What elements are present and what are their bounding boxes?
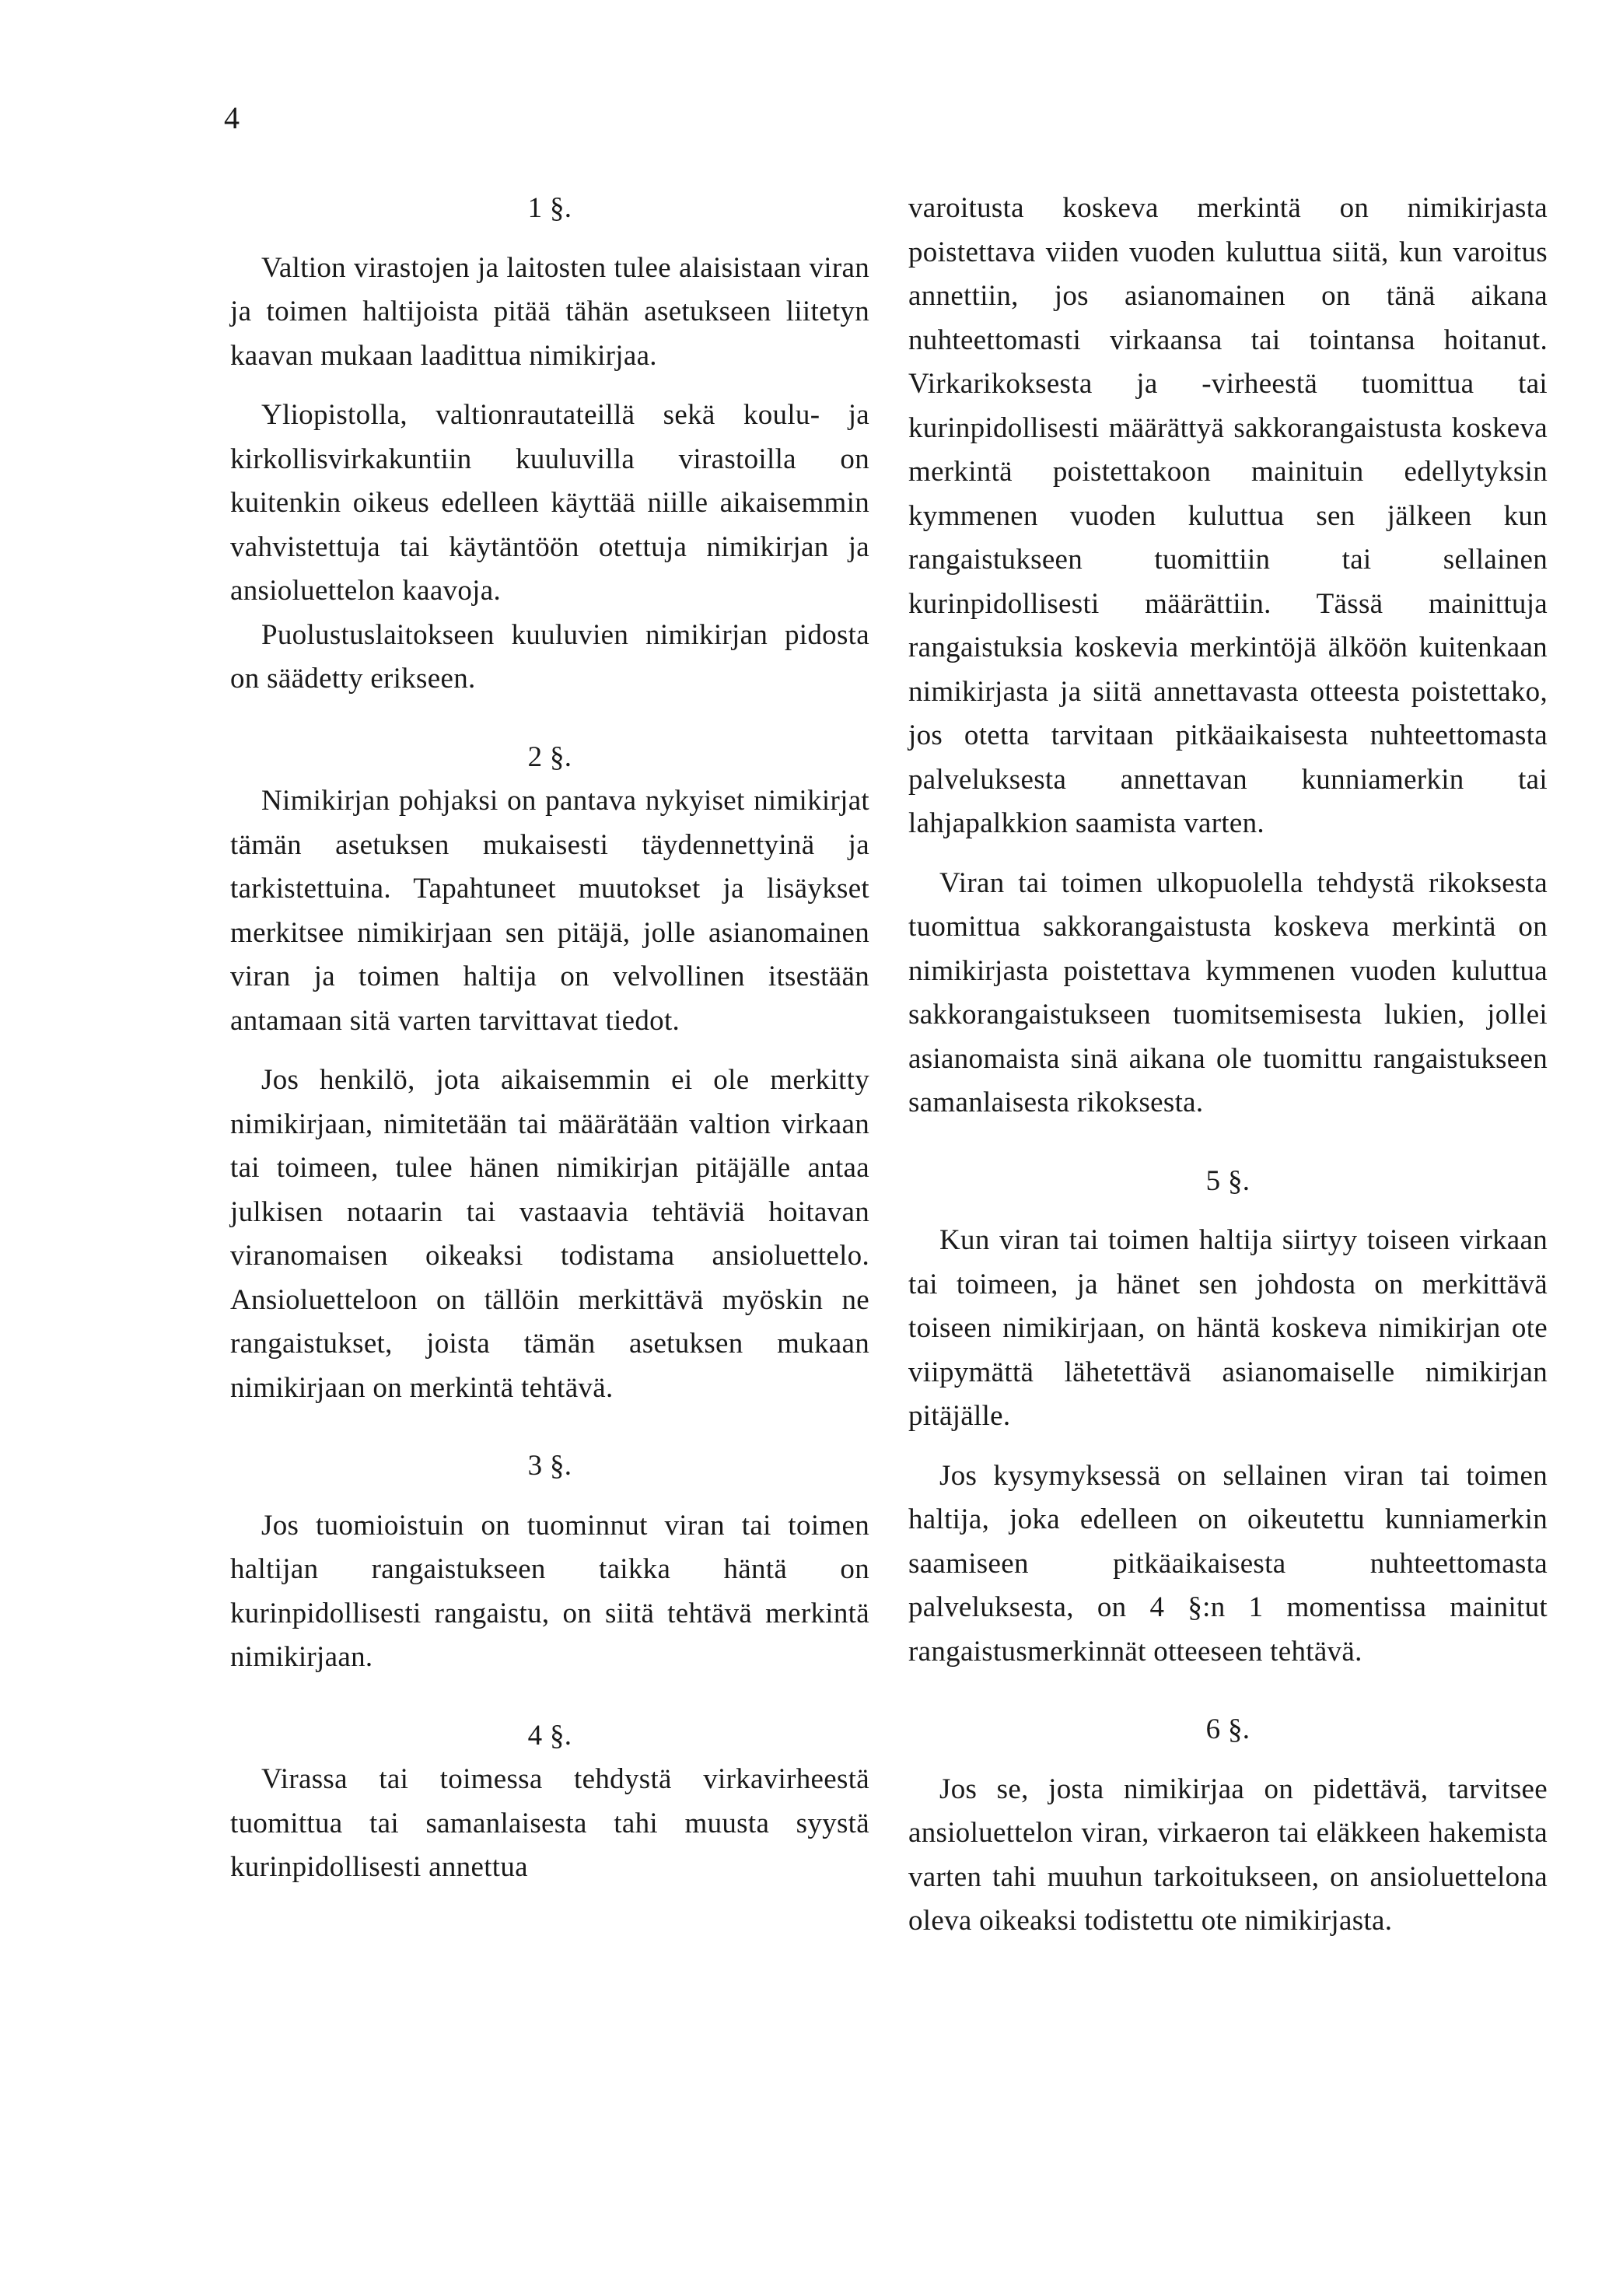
section-1-paragraph-2: Yliopistolla, valtionrautateillä sekä koulu- ja kirkollisvirkakuntiin kuuluvilla virastoilla on kuitenkin oikeus edelleen käyttää niille aikaisemmin vahvistettuja tai käytäntöön otettuja nimikirjan ja ansioluettelon kaavoja. <box>230 399 869 607</box>
section-4-paragraph-1: Virassa tai toimessa tehdystä virkavirheestä tuomittua tai samanlaisesta tahi muusta syystä kurinpidollisesti annettua <box>230 1763 869 1883</box>
section-1-paragraph-1: Valtion virastojen ja laitosten tulee alaisistaan viran ja toimen haltijoista pitää tähän asetukseen liitetyn kaavan mukaan laadittua nimikirjaa. <box>230 251 869 372</box>
section-5-paragraph-1: Kun viran tai toimen haltija siirtyy toiseen virkaan tai toimeen, ja hänet sen johdosta on merkittävä toiseen nimikirjaan, on häntä koskeva nimikirjan ote viipymättä lähetettävä asianomaiselle nimikirjan pitäjälle. <box>908 1224 1548 1432</box>
section-1-heading: 1 §. <box>527 192 572 224</box>
section-1-paragraph-3: Puolustuslaitokseen kuuluvien nimikirjan pidosta on säädetty erikseen. <box>230 618 869 695</box>
section-4-paragraph-1-continued: varoitusta koskeva merkintä on nimikirjasta poistettava viiden vuoden kuluttua siitä, kun varoitus annettiin, jos asianomainen on tänä aikana nuhteettomasti virkaansa tai tointansa hoitanut. Virkarikoksesta ja -virheestä tuomittua tai kurinpidollisesti määrättyä sakkorangaistusta koskeva merkintä poistettakoon mainituin edellytyksin kymmenen vuoden kuluttua sen jälkeen kun rangaistukseen tuomittiin tai sellainen kurinpidollisesti määrättiin. Tässä mainittuja rangaistuksia koskevia merkintöjä älköön kuitenkaan nimikirjasta ja siitä annettavasta otteesta poistettako, jos otetta tarvitaan pitkäaikaisesta nuhteettomasta palveluksesta annettavan kunniamerkin tai lahjapalkkion saamista varten. <box>908 192 1548 839</box>
section-3-heading: 3 §. <box>527 1450 572 1482</box>
section-6-paragraph-1: Jos se, josta nimikirjaa on pidettävä, tarvitsee ansioluettelon viran, virkaeron tai eläkkeen hakemista varten tahi muuhun tarkoitukseen, on ansioluettelona oleva oikeaksi todistettu ote nimikirjasta. <box>908 1773 1548 1937</box>
page-number: 4 <box>224 100 240 135</box>
section-5-heading: 5 §. <box>1205 1164 1250 1197</box>
section-2-paragraph-2: Jos henkilö, jota aikaisemmin ei ole merkitty nimikirjaan, nimitetään tai määrätään valtion virkaan tai toimeen, tulee hänen nimikirjan pitäjälle antaa julkisen notaarin tai vastaavia tehtäviä hoitavan viranomaisen oikeaksi todistama ansioluettelo. Ansioluetteloon on tällöin merkittävä myöskin ne rangaistukset, joista tämän asetuksen mukaan nimikirjaan on merkintä tehtävä. <box>230 1064 869 1404</box>
section-3-paragraph-1: Jos tuomioistuin on tuominnut viran tai toimen haltijan rangaistukseen taikka häntä on kurinpidollisesti rangaistu, on siitä tehtävä merkintä nimikirjaan. <box>230 1509 869 1673</box>
section-6-heading: 6 §. <box>1205 1713 1250 1745</box>
section-5-paragraph-2: Jos kysymyksessä on sellainen viran tai toimen haltija, joka edelleen on oikeutettu kunniamerkin saamiseen pitkäaikaisesta nuhteettomasta palveluksesta, on 4 §:n 1 momentissa mainitut rangaistusmerkinnät otteeseen tehtävä. <box>908 1459 1548 1668</box>
section-4-paragraph-2: Viran tai toimen ulkopuolella tehdystä rikoksesta tuomittua sakkorangaistusta koskeva merkintä on nimikirjasta poistettava kymmenen vuoden kuluttua sakkorangaistukseen tuomitsemisesta lukien, jollei asianomaista sinä aikana ole tuomittu rangaistukseen samanlaisesta rikoksesta. <box>908 866 1548 1118</box>
left-column <box>230 187 869 1890</box>
section-2-heading: 2 §. <box>527 740 572 773</box>
section-2-paragraph-1: Nimikirjan pohjaksi on pantava nykyiset nimikirjat tämän asetuksen mukaisesti täydennettyinä ja tarkistettuina. Tapahtuneet muutokset ja lisäykset merkitsee nimikirjaan sen pitäjä, jolle asianomainen viran ja toimen haltija on velvollinen itsestään antamaan sitä varten tarvittavat tiedot. <box>230 785 869 1037</box>
section-4-heading: 4 §. <box>527 1719 572 1752</box>
right-column <box>908 187 1548 1944</box>
